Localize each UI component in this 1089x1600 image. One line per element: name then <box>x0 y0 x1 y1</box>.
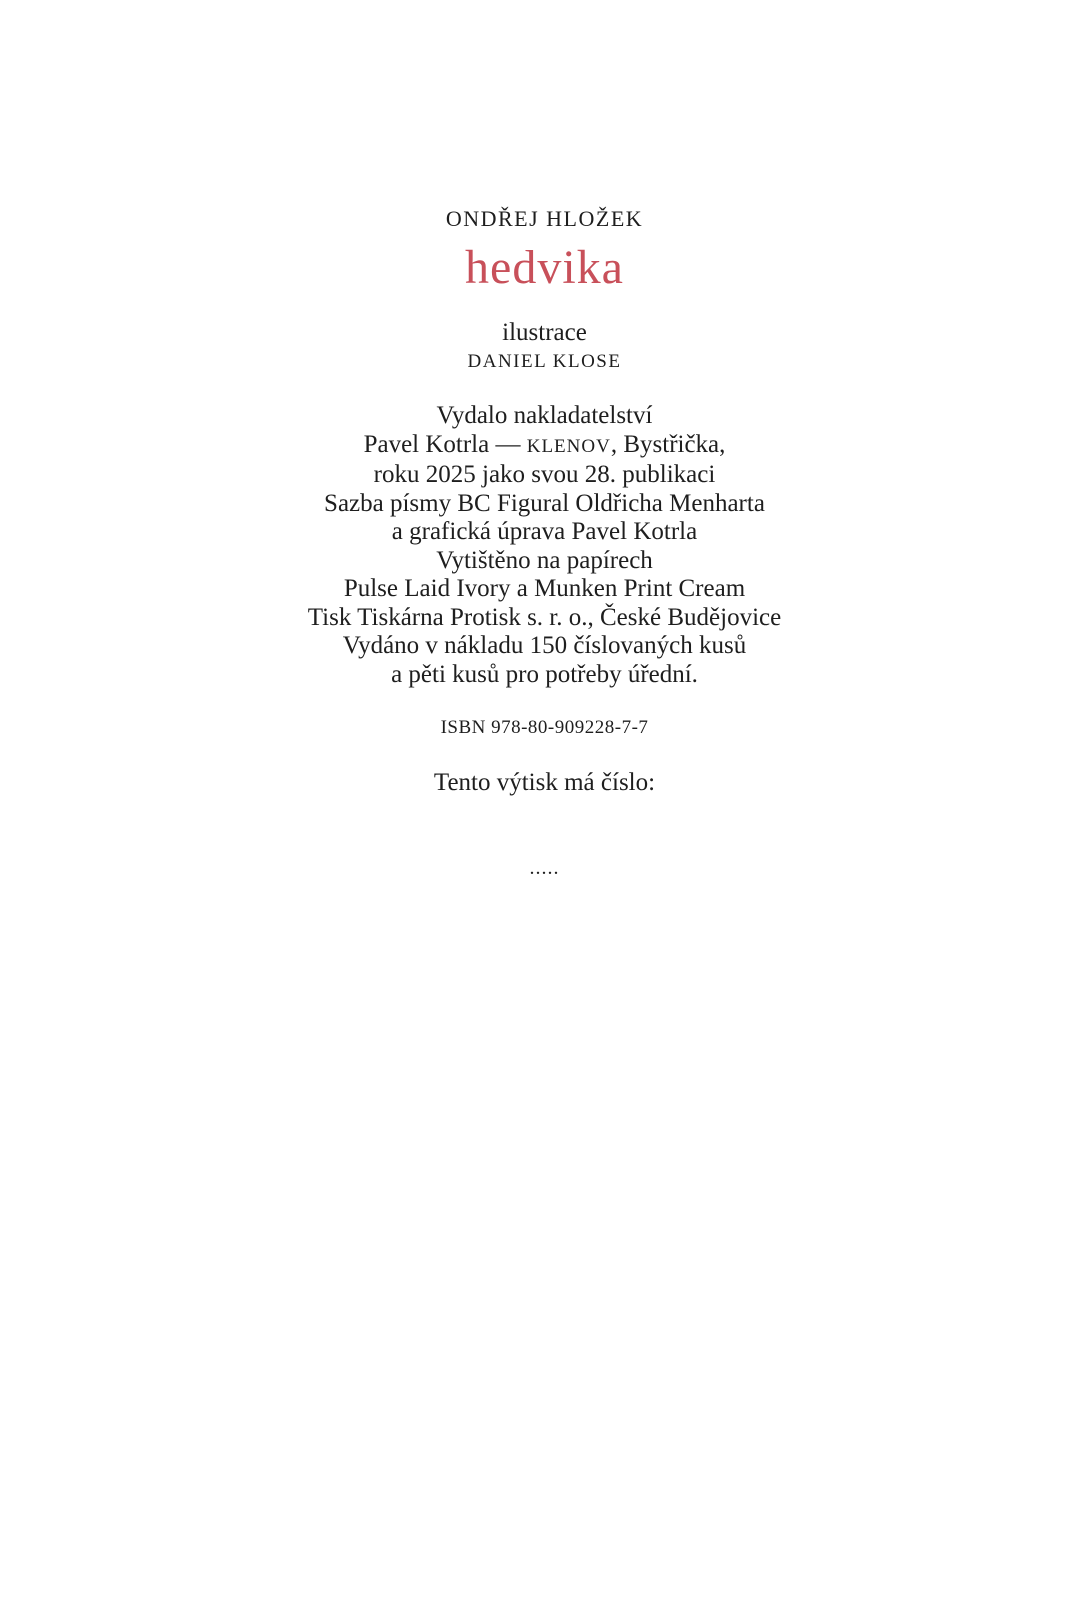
copy-number-label: Tento výtisk má číslo: <box>433 769 656 796</box>
colophon-line: Vydalo nakladatelství <box>436 402 653 429</box>
colophon-line: Vydáno v nákladu 150 číslovaných kusů <box>342 632 747 659</box>
book-title: hedvika <box>465 241 624 294</box>
colophon-line: a grafická úprava Pavel Kotrla <box>391 518 698 545</box>
colophon-line: a pěti kusů pro potřeby úřední. <box>391 660 698 688</box>
colophon-line: Vytištěno na papírech <box>436 546 653 574</box>
illustration-label: ilustrace <box>502 319 587 346</box>
colophon-line <box>0 431 1089 462</box>
colophon-line: Tisk Tiskárna Protisk s. r. o., České Budějovice <box>307 603 782 631</box>
colophon-line: Sazba písmy BC Figural Oldřicha Menharta <box>324 489 765 517</box>
press-name: KLENOV <box>526 435 611 457</box>
colophon-text <box>0 402 1089 689</box>
publisher-name: Pavel Kotrla — <box>363 430 527 458</box>
copy-number-placeholder: ..... <box>529 857 560 879</box>
author-name: ONDŘEJ HLOŽEK <box>445 206 644 231</box>
colophon-line: Pulse Laid Ivory a Munken Print Cream <box>343 575 746 602</box>
colophon-line: roku 2025 jako svou 28. publikaci <box>373 461 716 488</box>
illustrator-name: DANIEL KLOSE <box>467 351 622 372</box>
isbn: ISBN 978-80-909228-7-7 <box>440 717 649 738</box>
publisher-place: , Bystřička, <box>610 430 726 458</box>
